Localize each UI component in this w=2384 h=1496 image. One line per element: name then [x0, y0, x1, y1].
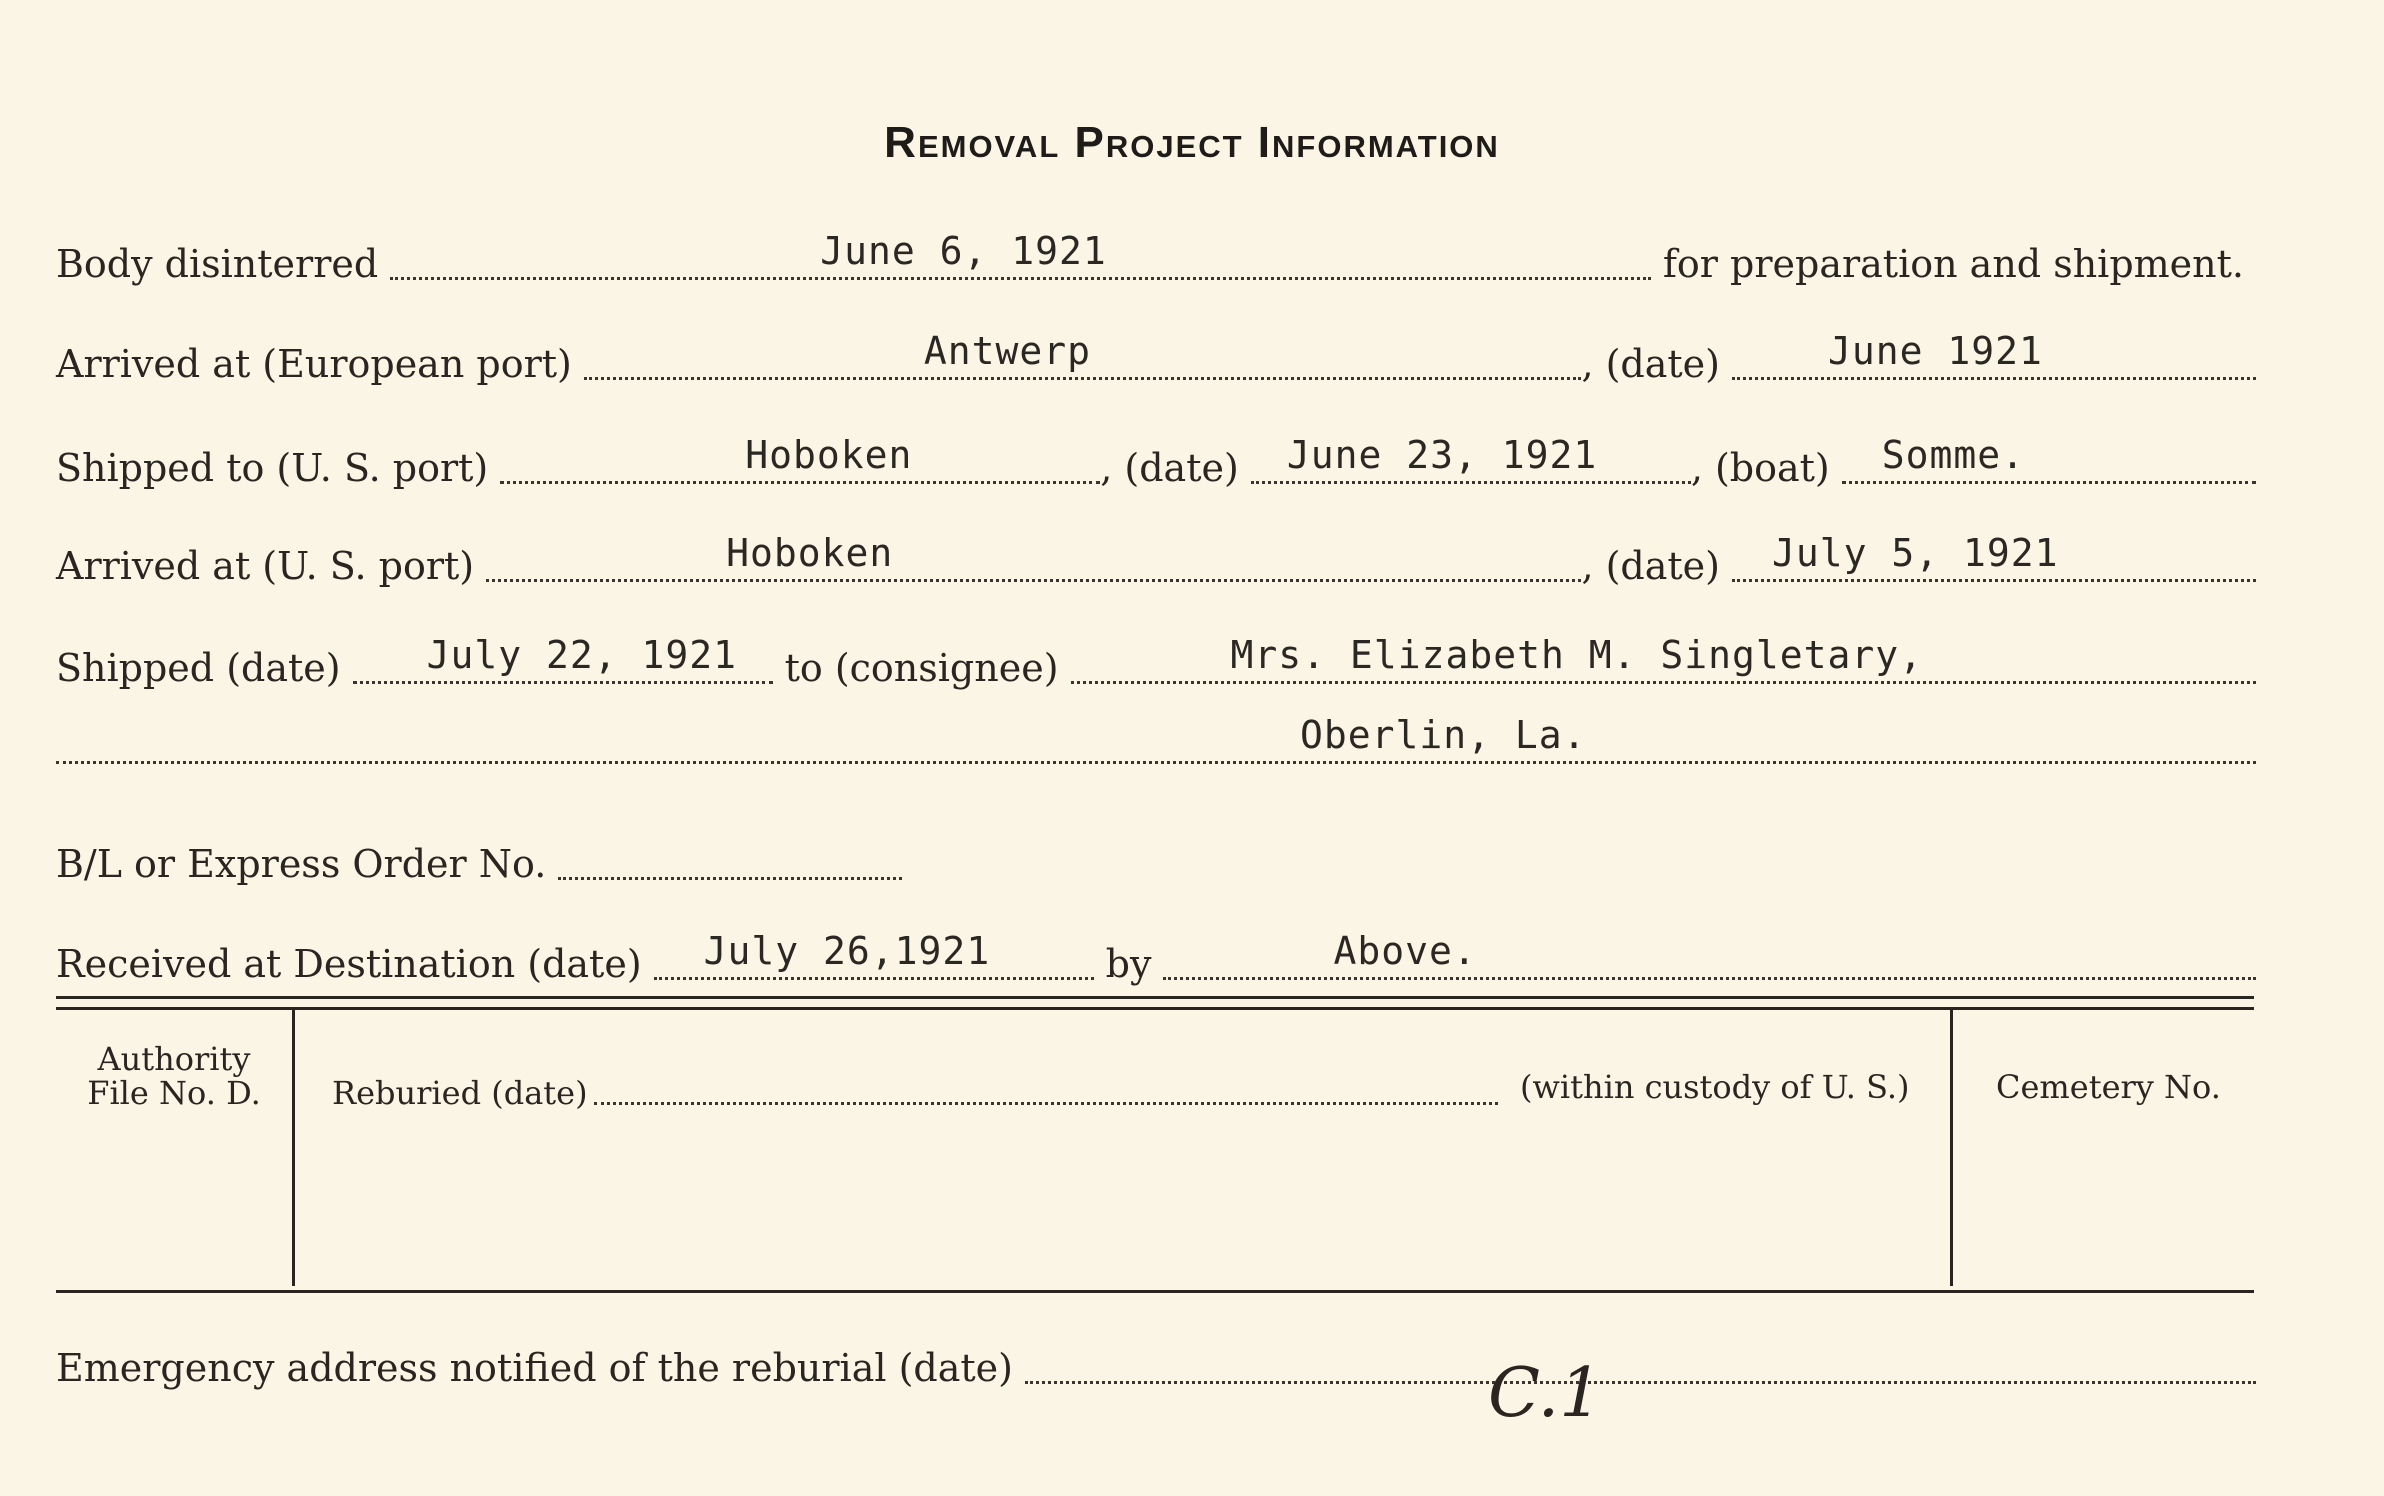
row-disinterred	[56, 226, 2256, 286]
value-us-port: Hoboken	[745, 433, 913, 477]
value-disinterred: June 6, 1921	[820, 229, 1107, 273]
value-shipped-date: July 22, 1921	[426, 633, 738, 677]
field-bl	[558, 833, 902, 880]
row-arrived-europe	[56, 326, 2256, 386]
row-arrived-us	[56, 528, 2256, 588]
label-shipped-date: Shipped (date)	[56, 646, 341, 690]
row-shipped-us	[56, 430, 2256, 490]
label-shipped-us: Shipped to (U. S. port)	[56, 446, 489, 490]
row-consignee-line2	[56, 710, 2256, 770]
label-arrived-us: Arrived at (U. S. port)	[56, 544, 475, 588]
reburied-date-field	[594, 1102, 1498, 1105]
field-shipped-date	[353, 633, 773, 684]
value-consignee: Mrs. Elizabeth M. Singletary,	[1230, 633, 1924, 677]
field-arrived-us-port	[486, 531, 1581, 582]
reburial-section	[56, 1010, 2254, 1293]
handwritten-initials: C.1	[1488, 1354, 1603, 1433]
label-by: by	[1105, 942, 1152, 986]
label-date-europe: , (date)	[1581, 342, 1720, 386]
value-by: Above.	[1333, 929, 1477, 973]
label-preparation: for preparation and shipment.	[1662, 242, 2244, 286]
custody-label: (within custody of U. S.)	[1520, 1068, 1910, 1106]
row-bl	[56, 826, 2256, 886]
value-arrived-us-port: Hoboken	[726, 531, 894, 575]
row-shipped	[56, 630, 2256, 690]
value-boat: Somme.	[1881, 433, 2026, 477]
label-bl: B/L or Express Order No.	[56, 842, 547, 886]
value-consignee-line2: Oberlin, La.	[1300, 713, 1587, 757]
label-date-arrived-us: , (date)	[1581, 544, 1720, 588]
divider-left	[292, 1010, 295, 1286]
label-disinterred: Body disinterred	[56, 242, 379, 286]
field-emergency-date	[1025, 1337, 2256, 1384]
field-received-date	[654, 929, 1094, 980]
double-rule	[56, 996, 2254, 1010]
value-received-date: July 26,1921	[703, 929, 991, 973]
field-consignee-line2	[56, 713, 2256, 764]
divider-right	[1950, 1010, 1953, 1286]
field-european-port	[584, 329, 1582, 380]
field-disinterred	[390, 229, 1651, 280]
label-arrived-europe: Arrived at (European port)	[56, 342, 572, 386]
value-date-arrived-us: July 5, 1921	[1772, 531, 2059, 575]
value-european-port: Antwerp	[923, 329, 1092, 373]
field-consignee	[1071, 633, 2256, 684]
value-date-shipped-us: June 23, 1921	[1286, 433, 1598, 477]
field-by	[1163, 929, 2256, 980]
label-consignee: to (consignee)	[784, 646, 1059, 690]
row-received	[56, 926, 2256, 986]
field-date-europe	[1732, 329, 2256, 380]
field-boat	[1842, 433, 2256, 484]
field-date-shipped-us	[1251, 433, 1691, 484]
field-us-port	[500, 433, 1100, 484]
card-title: Removal Project Information	[884, 118, 1500, 167]
value-date-europe: June 1921	[1828, 329, 2043, 373]
label-emergency: Emergency address notified of the reburial (date)	[56, 1346, 1013, 1390]
cemetery-label: Cemetery No.	[1996, 1068, 2221, 1106]
authority-label: Authority File No. D.	[87, 1040, 261, 1112]
label-received: Received at Destination (date)	[56, 942, 642, 986]
label-date-shipped-us: , (date)	[1100, 446, 1239, 490]
reburied-label: Reburied (date)	[332, 1074, 588, 1112]
label-boat: , (boat)	[1690, 446, 1830, 490]
field-date-arrived-us	[1732, 531, 2256, 582]
row-emergency	[56, 1330, 2256, 1390]
